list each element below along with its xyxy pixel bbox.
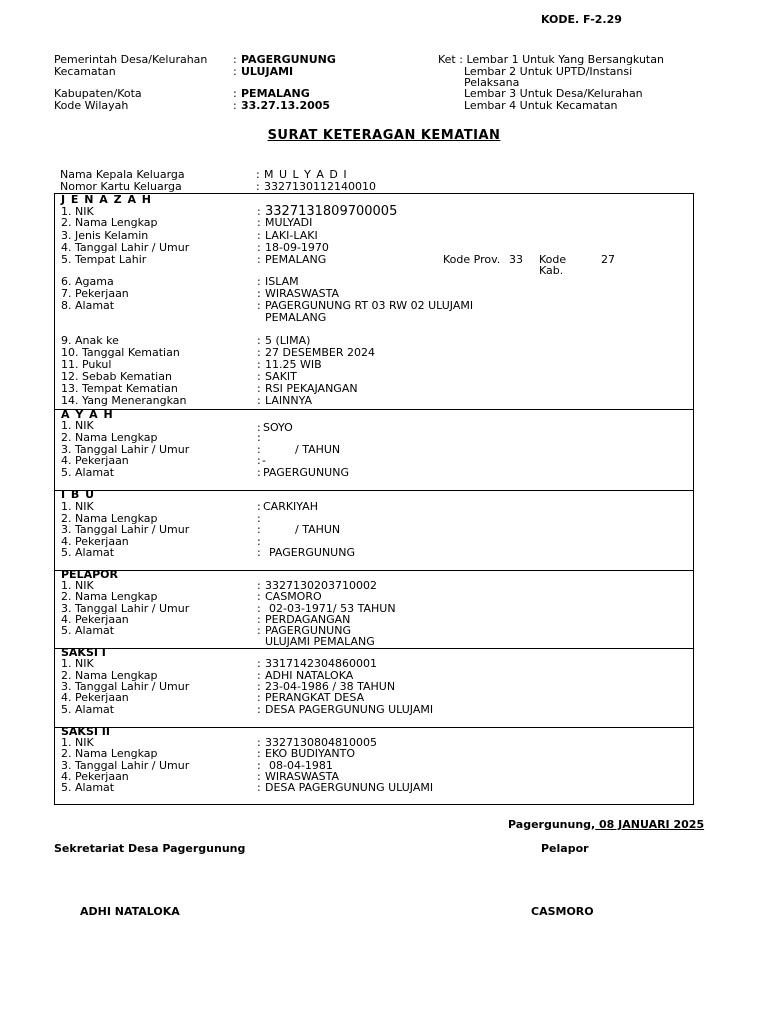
field-value: 08-04-1981 (269, 759, 333, 772)
field-colon: : (257, 703, 261, 716)
field-value: PERANGKAT DESA (265, 691, 365, 704)
field-colon: : (257, 253, 261, 266)
section-saksi-2 (54, 727, 694, 805)
field-value: 27 DESEMBER 2024 (265, 346, 375, 359)
section-heading-saksi-2: SAKSI II (61, 725, 110, 738)
field-value: 3327130203710002 (265, 579, 377, 592)
footer-place-date (508, 819, 704, 831)
field-colon: : (257, 680, 261, 693)
pelapor-row-alamat (55, 624, 695, 648)
field-label: 1. NIK (61, 419, 94, 432)
field-label: 3. Tanggal Lahir / Umur (61, 443, 190, 456)
ayah-row (55, 455, 695, 467)
field-value: PAGERGUNUNG (263, 466, 349, 479)
field-colon: : (257, 736, 261, 749)
field-label: 2. Nama Lengkap (61, 747, 158, 760)
field-value: DESA PAGERGUNUNG ULUJAMI (265, 781, 434, 794)
field-label: 14. Yang Menerangkan (61, 394, 187, 407)
field-colon: : (257, 523, 261, 536)
field-colon: : (257, 358, 261, 371)
field-value: CARKIYAH (263, 500, 318, 513)
field-label: 4. Pekerjaan (61, 454, 129, 467)
field-label: 4. Pekerjaan (61, 613, 129, 626)
section-heading-ayah: A Y A H (61, 408, 114, 421)
field-label: 4. Pekerjaan (61, 691, 129, 704)
footer-date: 08 JANUARI 2025 (595, 818, 705, 831)
kk-kepala-label: Nama Kepala Keluarga (60, 168, 185, 181)
section-heading-ibu: I B U (61, 488, 96, 501)
field-value: DESA PAGERGUNUNG ULUJAMI (265, 703, 434, 716)
section-heading-saksi-1: SAKSI I (61, 646, 106, 659)
field-label: 3. Tanggal Lahir / Umur (61, 759, 190, 772)
field-value: PAGERGUNUNG RT 03 RW 02 ULUJAMI (265, 299, 474, 312)
header-value-kabupaten: PEMALANG (241, 87, 310, 100)
jenazah-row (55, 242, 695, 254)
field-colon: : (257, 579, 261, 592)
field-colon: : (257, 546, 261, 559)
field-colon: : (257, 216, 261, 229)
field-value: 23-04-1986 / 38 TAHUN (265, 680, 396, 693)
field-value: 5 (LIMA) (265, 334, 311, 347)
field-value: ADHI NATALOKA (265, 669, 354, 682)
field-label: 2. Nama Lengkap (61, 512, 158, 525)
field-value: EKO BUDIYANTO (265, 747, 356, 760)
kk-nomor-label: Nomor Kartu Keluarga (60, 180, 182, 193)
kk-nomor-value: 3327130112140010 (264, 180, 376, 193)
field-label: 1. NIK (61, 736, 94, 749)
field-value-line-2: ULUJAMI PEMALANG (265, 635, 375, 648)
field-colon: : (257, 443, 261, 456)
field-colon: : (257, 590, 261, 603)
field-label: 3. Tanggal Lahir / Umur (61, 680, 190, 693)
jenazah-nik-value: 3327131809700005 (265, 204, 398, 219)
field-colon: : (257, 229, 261, 242)
field-label: 3. Jenis Kelamin (61, 229, 149, 242)
field-colon: : (257, 382, 261, 395)
field-value: PEMALANG (265, 253, 327, 266)
ket-line-5: Lembar 4 Untuk Kecamatan (464, 99, 618, 112)
field-label: 1. NIK (61, 500, 94, 513)
header-colon: : (233, 65, 237, 78)
header-label-kecamatan: Kecamatan (54, 65, 116, 78)
field-colon: : (257, 512, 261, 525)
kk-colon: : (256, 168, 260, 181)
field-value: / TAHUN (295, 523, 341, 536)
field-colon: : (257, 466, 261, 479)
field-label: 3. Tanggal Lahir / Umur (61, 602, 190, 615)
section-ayah (54, 409, 694, 490)
section-ibu (54, 490, 694, 570)
saksi1-row (55, 704, 695, 716)
section-pelapor (54, 570, 694, 648)
field-value: LAKI-LAKI (265, 229, 318, 242)
field-label: 8. Alamat (61, 299, 115, 312)
footer-left-title: Sekretariat Desa Pagergunung (54, 842, 246, 855)
field-value: SAKIT (265, 370, 297, 383)
footer-right-name: CASMORO (531, 905, 594, 918)
ibu-row (55, 547, 695, 559)
footer-left-name: ADHI NATALOKA (80, 905, 180, 918)
jenazah-row (55, 347, 695, 359)
field-label: 4. Pekerjaan (61, 535, 129, 548)
field-label: 9. Anak ke (61, 334, 119, 347)
jenazah-row-alamat (55, 299, 695, 324)
kode-kab-label-2: Kab. (539, 264, 564, 277)
field-colon: : (257, 346, 261, 359)
field-label: 7. Pekerjaan (61, 287, 129, 300)
field-label: 12. Sebab Kematian (61, 370, 172, 383)
field-value: PERDAGANGAN (265, 613, 351, 626)
field-value: ISLAM (265, 275, 299, 288)
field-value-line-2: PEMALANG (265, 311, 327, 324)
field-colon: : (257, 241, 261, 254)
field-value: 02-03-1971/ 53 TAHUN (269, 602, 396, 615)
field-value: 3317142304860001 (265, 657, 377, 670)
section-saksi-1 (54, 648, 694, 727)
field-value: 18-09-1970 (265, 241, 329, 254)
field-value: MULYADI (265, 216, 313, 229)
field-value: WIRASWASTA (265, 770, 339, 783)
kode-prov-label: Kode Prov. (443, 253, 501, 266)
header-value-kecamatan: ULUJAMI (241, 65, 294, 78)
saksi2-row (55, 782, 695, 794)
field-colon: : (257, 602, 261, 615)
header-colon: : (233, 99, 237, 112)
field-label: 2. Nama Lengkap (61, 669, 158, 682)
field-colon: : (257, 613, 261, 626)
kode-kab-label: Kode (539, 253, 567, 266)
footer-place: Pagergunung, (508, 818, 596, 831)
field-colon: : (257, 394, 261, 407)
header-value-desa: PAGERGUNUNG (241, 53, 336, 66)
field-label: 3. Tanggal Lahir / Umur (61, 523, 190, 536)
field-colon: : (257, 421, 261, 434)
field-value: PAGERGUNUNG (265, 624, 351, 637)
kk-colon: : (256, 180, 260, 193)
field-label: 13. Tempat Kematian (61, 382, 178, 395)
document-title: SURAT KETERAGAN KEMATIAN (267, 128, 501, 143)
ket-line-4: Lembar 3 Untuk Desa/Kelurahan (464, 87, 643, 100)
jenazah-row (55, 217, 695, 229)
field-colon: : (257, 535, 261, 548)
header-label-desa: Pemerintah Desa/Kelurahan (54, 53, 208, 66)
field-value: SOYO (263, 421, 293, 434)
field-value: CASMORO (265, 590, 322, 603)
jenazah-row (55, 395, 695, 407)
field-value: RSI PEKAJANGAN (265, 382, 358, 395)
field-value: / TAHUN (295, 443, 341, 456)
header-colon: : (233, 87, 237, 100)
ket-line-2: Lembar 2 Untuk UPTD/Instansi (464, 65, 633, 78)
field-colon: : (257, 657, 261, 670)
field-colon: : (257, 287, 261, 300)
field-colon: : (257, 759, 261, 772)
field-value: PAGERGUNUNG (269, 546, 355, 559)
field-label: 5. Alamat (61, 703, 115, 716)
jenazah-row-tempat-lahir (55, 253, 695, 277)
header-colon: : (233, 53, 237, 66)
ket-line-1: Ket : Lembar 1 Untuk Yang Bersangkutan (438, 53, 664, 66)
kode-kab-value: 27 (601, 253, 615, 266)
field-label: 5. Tempat Lahir (61, 253, 147, 266)
field-colon: : (257, 747, 261, 760)
field-colon: : (257, 500, 261, 513)
kode-prov-value: 33 (509, 253, 523, 266)
header-label-kode-wilayah: Kode Wilayah (54, 99, 129, 112)
field-colon: : (257, 624, 261, 637)
field-label: 2. Nama Lengkap (61, 431, 158, 444)
field-label: 10. Tanggal Kematian (61, 346, 180, 359)
ibu-row (55, 524, 695, 536)
field-label: 5. Alamat (61, 466, 115, 479)
form-code: KODE. F-2.29 (541, 13, 622, 26)
footer-right-title: Pelapor (541, 842, 589, 855)
field-label: 1. NIK (61, 205, 94, 218)
field-value: 11.25 WIB (265, 358, 322, 371)
field-label: 6. Agama (61, 275, 114, 288)
field-colon: : (257, 299, 261, 312)
field-colon: : (257, 334, 261, 347)
field-value: - (262, 454, 266, 467)
section-jenazah (54, 193, 694, 409)
field-label: 2. Nama Lengkap (61, 216, 158, 229)
field-colon: : (257, 770, 261, 783)
field-colon: : (257, 691, 261, 704)
field-colon: : (257, 454, 261, 467)
kk-kepala-value: M U L Y A D I (264, 168, 348, 181)
jenazah-row (55, 276, 695, 288)
ket-line-3: Pelaksana (464, 76, 520, 89)
field-label: 5. Alamat (61, 781, 115, 794)
section-heading-pelapor: PELAPOR (61, 568, 118, 581)
ayah-row (55, 467, 695, 479)
field-label: 5. Alamat (61, 546, 115, 559)
field-label: 4. Pekerjaan (61, 770, 129, 783)
section-heading-jenazah: J E N A Z A H (61, 193, 152, 206)
field-colon: : (257, 370, 261, 383)
field-label: 4. Tanggal Lahir / Umur (61, 241, 190, 254)
field-colon: : (257, 431, 261, 444)
field-colon: : (257, 781, 261, 794)
header-value-kode-wilayah: 33.27.13.2005 (241, 99, 331, 112)
field-label: 11. Pukul (61, 358, 112, 371)
field-label: 2. Nama Lengkap (61, 590, 158, 603)
field-label: 5. Alamat (61, 624, 115, 637)
field-label: 1. NIK (61, 579, 94, 592)
header-label-kabupaten: Kabupaten/Kota (54, 87, 142, 100)
field-value: LAINNYA (265, 394, 312, 407)
field-colon: : (257, 205, 261, 218)
field-value: WIRASWASTA (265, 287, 339, 300)
field-label: 1. NIK (61, 657, 94, 670)
field-colon: : (257, 669, 261, 682)
field-colon: : (257, 275, 261, 288)
field-value: 3327130804810005 (265, 736, 377, 749)
